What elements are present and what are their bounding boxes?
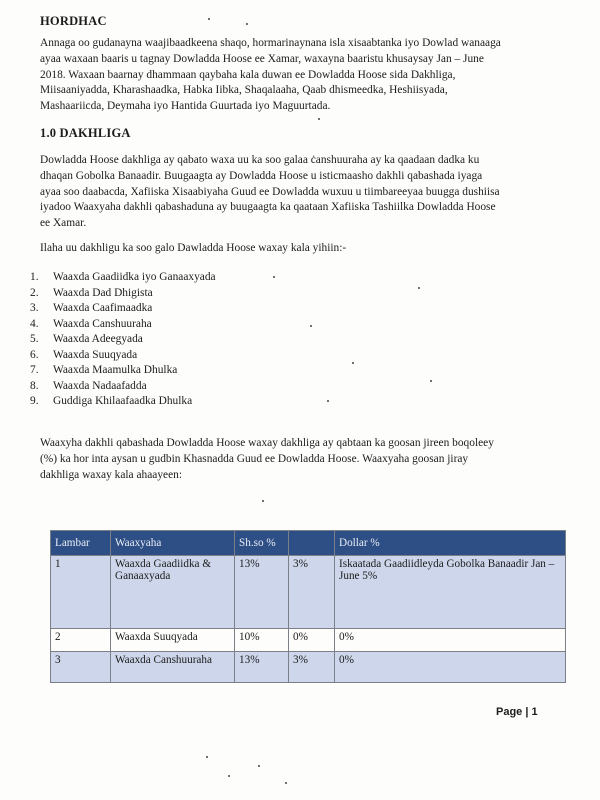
scan-speck: [273, 276, 275, 278]
intro-line: Mashaariicda, Deymaha iyo Hantida Guurtada iyo Maguurtada.: [40, 100, 331, 113]
header-shso: Sh.so %: [235, 531, 289, 556]
scan-speck: [310, 325, 312, 327]
header-waaxyaha: Waaxyaha: [111, 531, 235, 556]
intro-heading: HORDHAC: [40, 14, 107, 28]
table-row: 2 Waaxda Suuqyada 10% 0% 0%: [51, 629, 566, 652]
scan-speck: [327, 400, 329, 402]
closing-line: Waaxyha dakhli qabashada Dowladda Hoose waxay dakhliga ay qabtaan ka goosan jireen boqoleey: [40, 437, 494, 449]
scan-speck: [318, 118, 320, 120]
intro-line: Annaga oo gudanayna waajibaadkeena shaqo, hormarinaynana isla xisaabtanka iyo Dowlad wanaaga: [40, 37, 501, 49]
list-item: 4. Waaxda Canshuuraha: [30, 317, 152, 330]
intro-paragraph: [40, 36, 565, 115]
scan-speck: [208, 18, 210, 20]
section-paragraph: [40, 153, 565, 232]
list-intro: Ilaha uu dakhligu ka soo galo Dawladda Hoose waxay kala yihiin:-: [40, 242, 347, 254]
section-heading: 1.0 DAKHLIGA: [40, 126, 131, 140]
section-line: dhaqan Gobolka Banaadir. Buugaagta ay Dowladda Hoose u isticmaasho dakhli qabashada iyaga: [40, 169, 483, 182]
header-dollar: Dollar %: [335, 531, 566, 556]
scan-speck: [418, 287, 420, 289]
closing-line: (%) ka hor inta aysan u gudbin Khasnadda Guud ee Dowladda Hoose. Waaxyaha goosan jiray: [40, 452, 469, 465]
scan-speck: [352, 362, 354, 364]
intro-line: ayaa waxaan baaris u tagnay Dowladda Hoose ee Xamar, waxayna baaristu khusaysay Jan – June: [40, 52, 484, 65]
page-number: Page | 1: [496, 706, 538, 718]
section-line: ayaa soo daabacda, Xafiiska Xisaabiyaha Guud ee Dowladda wuxuu u tiimbareeyaa buugga dushiisa: [40, 185, 500, 198]
scan-speck: [246, 23, 248, 25]
scan-speck: [228, 775, 230, 777]
list-item: 1. Waaxda Gaadiidka iyo Ganaaxyada: [30, 271, 216, 283]
revenue-sources-list: [30, 270, 216, 410]
closing-line: dakhliga waxay kala ahaayeen:: [40, 468, 182, 481]
scan-speck: [262, 500, 264, 502]
list-item: 8. Waaxda Nadaafadda: [30, 379, 147, 392]
closing-paragraph: [40, 436, 565, 483]
table-row: 1 Waaxda Gaadiidka & Ganaaxyada 13% 3% Iskaatada Gaadiidleyda Gobolka Banaadir Jan – June 5%: [51, 556, 566, 629]
section-line: iyadoo Waaxyaha dakhli qabashaduna ay buugaagta ka qaataan Xafiiska Tashiilka Dowladda Hoose: [40, 201, 496, 214]
table-header-row: [51, 531, 566, 556]
scan-speck: [285, 782, 287, 784]
section-line: ee Xamar.: [40, 217, 87, 230]
list-item: 5. Waaxda Adeegyada: [30, 333, 143, 345]
scan-speck: [430, 380, 432, 382]
list-item: 9. Guddiga Khilaafaadka Dhulka: [30, 395, 193, 407]
list-item: 7. Waaxda Maamulka Dhulka: [30, 364, 178, 376]
intro-line: Miisaaniyadda, Kharashaadka, Habka Iibka, Shaqalaaha, Qaab dhismeedka, Heshiisyada,: [40, 84, 448, 97]
header-blank: [289, 531, 335, 556]
section-line: Dowladda Hoose dakhliga ay qabato waxa uu ka soo galaa ċanshuuraha ay ka qaadaan dadka ku: [40, 154, 480, 166]
list-item: 3. Waaxda Caafimaadka: [30, 302, 153, 314]
intro-line: 2018. Waxaan baarnay dhammaan qaybaha kala duwan ee Dowladda Hoose sida Dakhliga,: [40, 68, 456, 81]
deductions-table: [50, 530, 566, 683]
scan-speck: [258, 765, 260, 767]
list-item: 6. Waaxda Suuqyada: [30, 348, 138, 361]
table-row: 3 Waaxda Canshuuraha 13% 3% 0%: [51, 652, 566, 683]
header-lambar: Lambar: [51, 531, 111, 556]
scan-speck: [206, 756, 208, 758]
list-item: 2. Waaxda Dad Dhigista: [30, 286, 153, 299]
